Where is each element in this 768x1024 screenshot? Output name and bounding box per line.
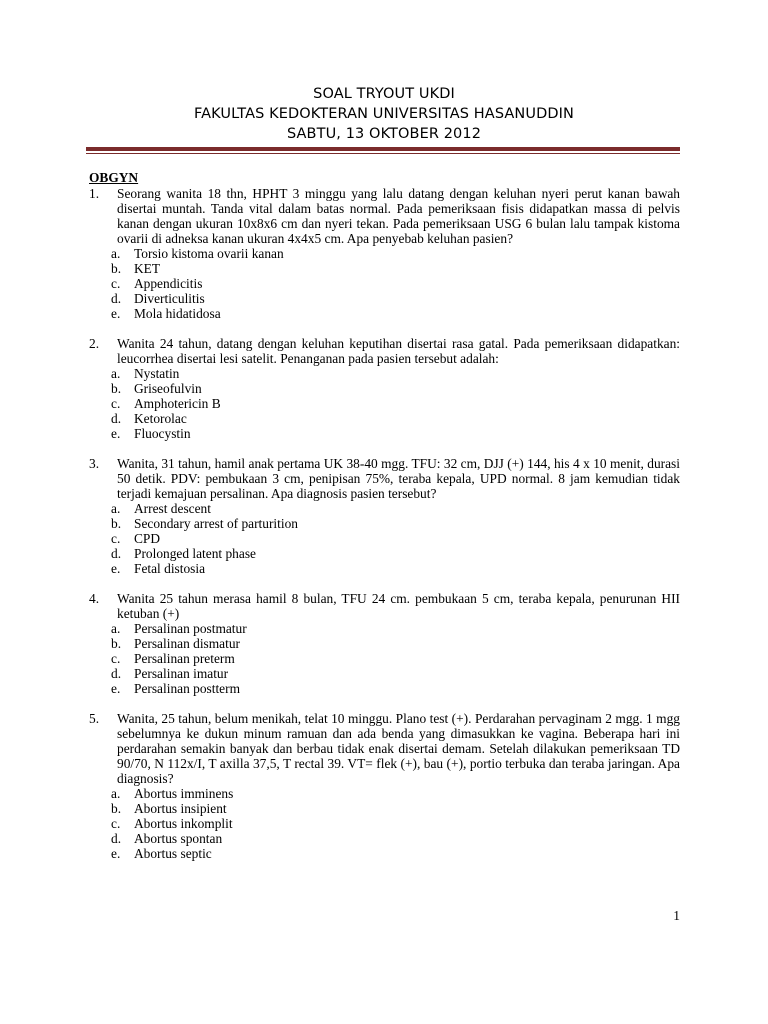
option-text: Abortus imminens: [134, 786, 234, 801]
question-number: 2.: [89, 336, 100, 351]
option-text: Torsio kistoma ovarii kanan: [134, 246, 284, 261]
question-item: [89, 591, 680, 696]
option-letter: b.: [111, 636, 122, 651]
option-text: Mola hidatidosa: [134, 306, 221, 321]
answer-option: [89, 816, 680, 831]
option-text: Arrest descent: [134, 501, 211, 516]
option-text: Abortus insipient: [134, 801, 227, 816]
answer-option: [89, 681, 680, 696]
question-text: Wanita 25 tahun merasa hamil 8 bulan, TFU 24 cm. pembukaan 5 cm, teraba kepala, penurunan HII ketuban (+): [117, 591, 680, 621]
option-letter: a.: [111, 621, 121, 636]
option-letter: b.: [111, 516, 122, 531]
option-text: Nystatin: [134, 366, 180, 381]
option-letter: d.: [111, 411, 122, 426]
option-text: Persalinan postmatur: [134, 621, 247, 636]
answer-option: [89, 666, 680, 681]
question-text: Wanita, 31 tahun, hamil anak pertama UK 38-40 mgg. TFU: 32 cm, DJJ (+) 144, his 4 x 10 menit, durasi 50 detik. PDV: pembukaan 3 cm, penipisan 75%, teraba kepala, UPD normal. 8 jam kemudian tidak terjadi kemajuan persalinan. Apa diagnosis pasien tersebut?: [117, 456, 680, 501]
option-letter: c.: [111, 396, 121, 411]
option-text: Persalinan postterm: [134, 681, 240, 696]
option-text: Abortus spontan: [134, 831, 223, 846]
answer-option: [89, 261, 680, 276]
question-number: 5.: [89, 711, 100, 726]
answer-option: [89, 546, 680, 561]
document-header: [0, 84, 768, 144]
option-letter: b.: [111, 381, 122, 396]
question-item: [89, 336, 680, 441]
answer-option: [89, 801, 680, 816]
answer-option: [89, 621, 680, 636]
question-item: [89, 711, 680, 861]
option-letter: c.: [111, 276, 121, 291]
option-letter: d.: [111, 546, 122, 561]
option-letter: e.: [111, 306, 121, 321]
option-text: Diverticulitis: [134, 291, 205, 306]
option-letter: e.: [111, 561, 121, 576]
option-letter: d.: [111, 831, 122, 846]
answer-option: [89, 411, 680, 426]
option-text: Persalinan dismatur: [134, 636, 240, 651]
option-letter: e.: [111, 846, 121, 861]
question-number: 4.: [89, 591, 100, 606]
option-text: Abortus septic: [134, 846, 212, 861]
answer-option: [89, 561, 680, 576]
option-text: KET: [134, 261, 161, 276]
section-title: OBGYN: [89, 170, 139, 185]
question-item: [89, 456, 680, 576]
question-text: Wanita 24 tahun, datang dengan keluhan keputihan disertai rasa gatal. Pada pemeriksaan didapatkan: leucorrhea disertai lesi satelit. Penanganan pada pasien tersebut adalah:: [117, 336, 680, 366]
option-text: Persalinan preterm: [134, 651, 235, 666]
question-number: 1.: [89, 186, 100, 201]
answer-option: [89, 396, 680, 411]
option-letter: b.: [111, 801, 122, 816]
option-text: Persalinan imatur: [134, 666, 229, 681]
answer-option: [89, 516, 680, 531]
answer-option: [89, 291, 680, 306]
option-letter: d.: [111, 291, 122, 306]
option-text: Fetal distosia: [134, 561, 206, 576]
question-number: 3.: [89, 456, 100, 471]
option-letter: b.: [111, 261, 122, 276]
question-list: [89, 170, 680, 876]
option-text: Fluocystin: [134, 426, 191, 441]
option-text: Griseofulvin: [134, 381, 202, 396]
header-date: SABTU, 13 OKTOBER 2012: [286, 126, 482, 142]
option-text: Appendicitis: [134, 276, 203, 291]
answer-option: [89, 831, 680, 846]
option-text: Ketorolac: [134, 411, 187, 426]
page-number: 1: [673, 908, 680, 923]
header-divider-thin: [86, 153, 680, 154]
header-faculty: FAKULTAS KEDOKTERAN UNIVERSITAS HASANUDDIN: [194, 106, 574, 122]
answer-option: [89, 651, 680, 666]
header-title: SOAL TRYOUT UKDI: [313, 86, 455, 102]
header-divider-thick: [86, 147, 680, 151]
option-letter: e.: [111, 681, 121, 696]
answer-option: [89, 636, 680, 651]
answer-option: [89, 846, 680, 861]
question-text: Wanita, 25 tahun, belum menikah, telat 10 minggu. Plano test (+). Perdarahan pervaginam 2 mgg. 1 mgg sebelumnya ke dukun minum ramuan dan ada benda yang dimasukkan ke vagina. Beberapa hari ini perdarahan semakin banyak dan berbau tidak enak disertai demam. Setelah dilakukan pemeriksaan TD 90/70, N 112x/I, T axilla 37,5, T rectal 39. VT= flek (+), bau (+), portio terbuka dan teraba jaringan. Apa diagnosis?: [117, 711, 680, 786]
answer-option: [89, 426, 680, 441]
answer-option: [89, 501, 680, 516]
option-text: Prolonged latent phase: [134, 546, 256, 561]
option-text: Secondary arrest of parturition: [134, 516, 298, 531]
question-text: Seorang wanita 18 thn, HPHT 3 minggu yang lalu datang dengan keluhan nyeri perut kanan bawah disertai muntah. Tanda vital dalam batas normal. Pada pemeriksaan fisis didapatkan massa di pelvis kanan dengan ukuran 10x8x6 cm dan nyeri tekan. Pada pemeriksaan USG 6 bulan lalu tampak kistoma ovarii di adneksa kanan ukuran 4x4x5 cm. Apa penyebab keluhan pasien?: [117, 186, 680, 246]
question-item: [89, 186, 680, 321]
option-letter: a.: [111, 246, 121, 261]
option-text: Amphotericin B: [134, 396, 221, 411]
answer-option: [89, 531, 680, 546]
option-letter: c.: [111, 651, 121, 666]
answer-option: [89, 366, 680, 381]
option-letter: a.: [111, 786, 121, 801]
answer-option: [89, 276, 680, 291]
option-letter: d.: [111, 666, 122, 681]
option-letter: e.: [111, 426, 121, 441]
answer-option: [89, 381, 680, 396]
option-letter: a.: [111, 366, 121, 381]
answer-option: [89, 786, 680, 801]
option-text: CPD: [134, 531, 161, 546]
answer-option: [89, 306, 680, 321]
option-letter: a.: [111, 501, 121, 516]
answer-option: [89, 246, 680, 261]
option-letter: c.: [111, 531, 121, 546]
option-text: Abortus inkomplit: [134, 816, 233, 831]
option-letter: c.: [111, 816, 121, 831]
